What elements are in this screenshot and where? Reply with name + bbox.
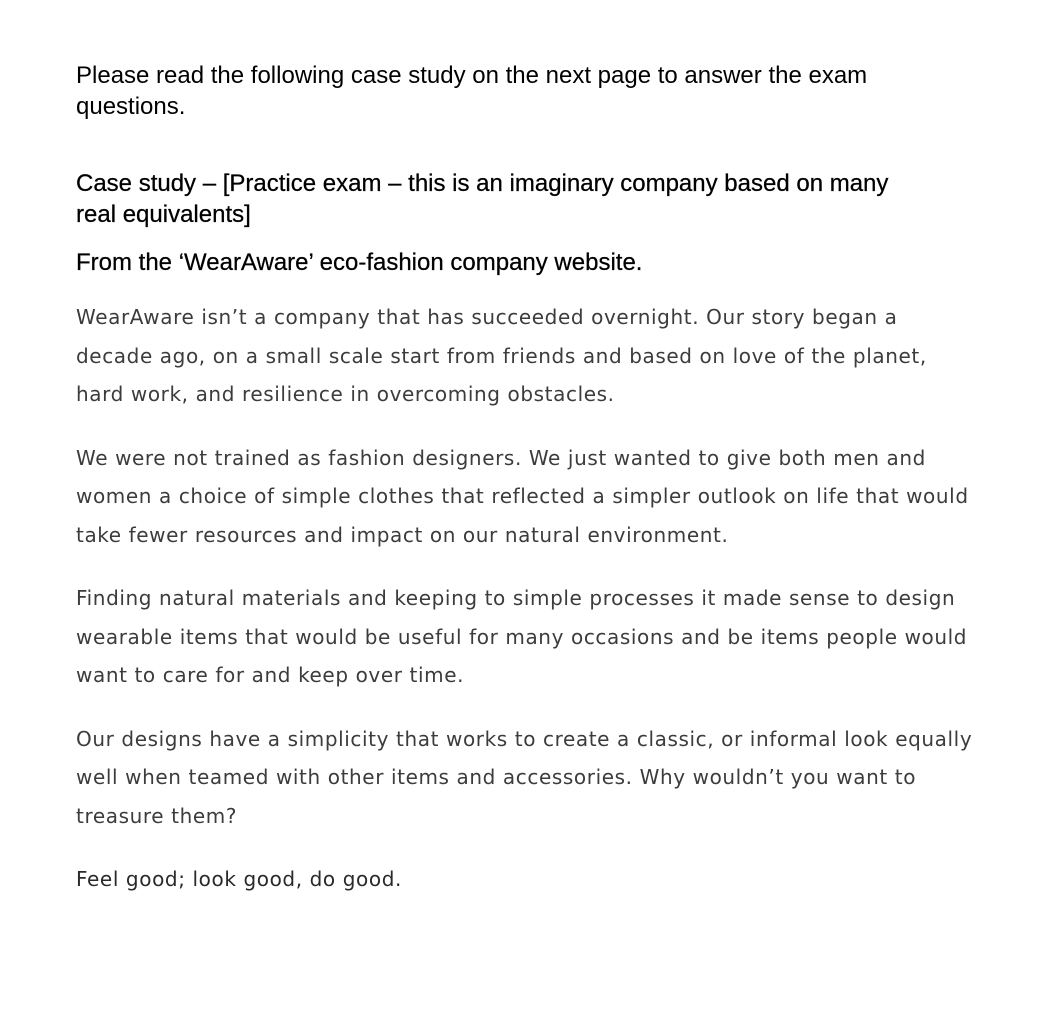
source-line: From the ‘WearAware’ eco-fashion company website. — [76, 249, 643, 276]
body-paragraph: Our designs have a simplicity that works to create a classic, or informal look equally well when teamed with other items and accessories. Why wouldn’t you want to treasure them? — [76, 726, 973, 828]
tagline: Feel good; look good, do good. — [76, 867, 402, 891]
body-paragraph: We were not trained as fashion designers. We just wanted to give both men and women a choice of simple clothes that reflected a simpler outlook on life that would take fewer resources and impact on our natural environment. — [76, 445, 969, 547]
body-paragraph: WearAware isn’t a company that has succeeded overnight. Our story began a decade ago, on a small scale start from friends and based on love of the planet, hard work, and resilience in overcoming obstacles. — [76, 305, 927, 406]
body-paragraph: Finding natural materials and keeping to simple processes it made sense to design wearable items that would be useful for many occasions and be items people would want to care for and keep over time. — [76, 586, 968, 687]
exam-instruction: Please read the following case study on the next page to answer the exam questions. — [76, 62, 868, 120]
case-study-heading: Case study – [Practice exam – this is an imaginary company based on many real equivalents] — [76, 170, 889, 228]
